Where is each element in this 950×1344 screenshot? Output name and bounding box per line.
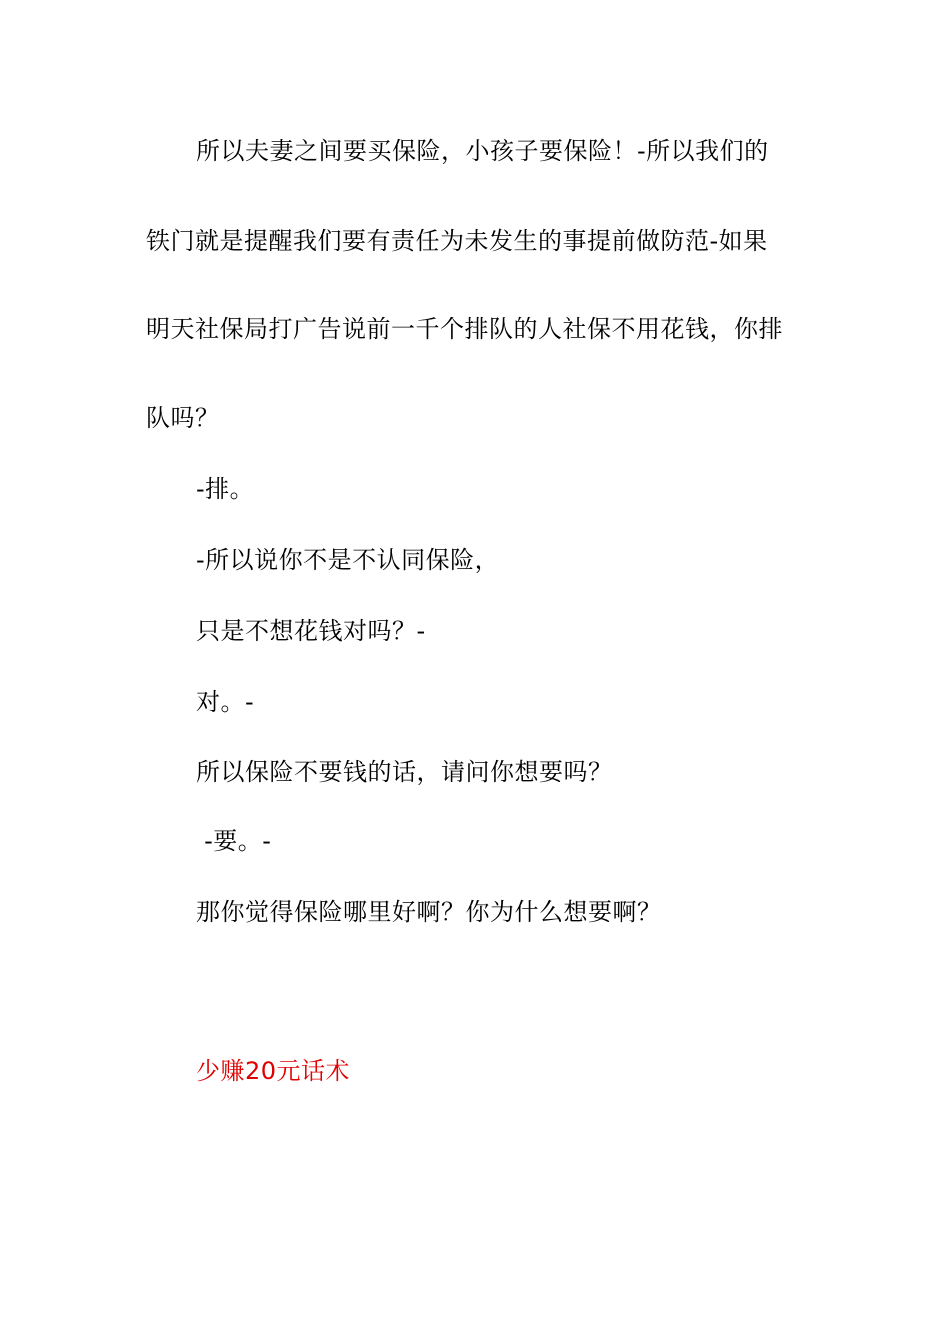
paragraph-line-1: 所以夫妻之间要买保险，小孩子要保险！-所以我们的 [196,137,769,165]
dialogue-line-1: -排。 [196,475,255,503]
paragraph-line-4: 队吗？ [146,404,220,432]
dialogue-line-2: -所以说你不是不认同保险， [196,546,500,574]
dialogue-line-4: 对。- [196,688,255,716]
section-heading: 少赚20元话术 [196,1057,351,1085]
dialogue-line-3: 只是不想花钱对吗？- [196,617,426,645]
paragraph-line-2: 铁门就是提醒我们要有责任为未发生的事提前做防范-如果 [146,227,768,255]
dialogue-line-5: 所以保险不要钱的话，请问你想要吗？ [196,758,613,786]
paragraph-line-3: 明天社保局打广告说前一千个排队的人社保不用花钱，你排 [146,315,783,343]
dialogue-line-7: 那你觉得保险哪里好啊？你为什么想要啊？ [196,898,662,926]
dialogue-line-6: -要。- [196,827,272,855]
